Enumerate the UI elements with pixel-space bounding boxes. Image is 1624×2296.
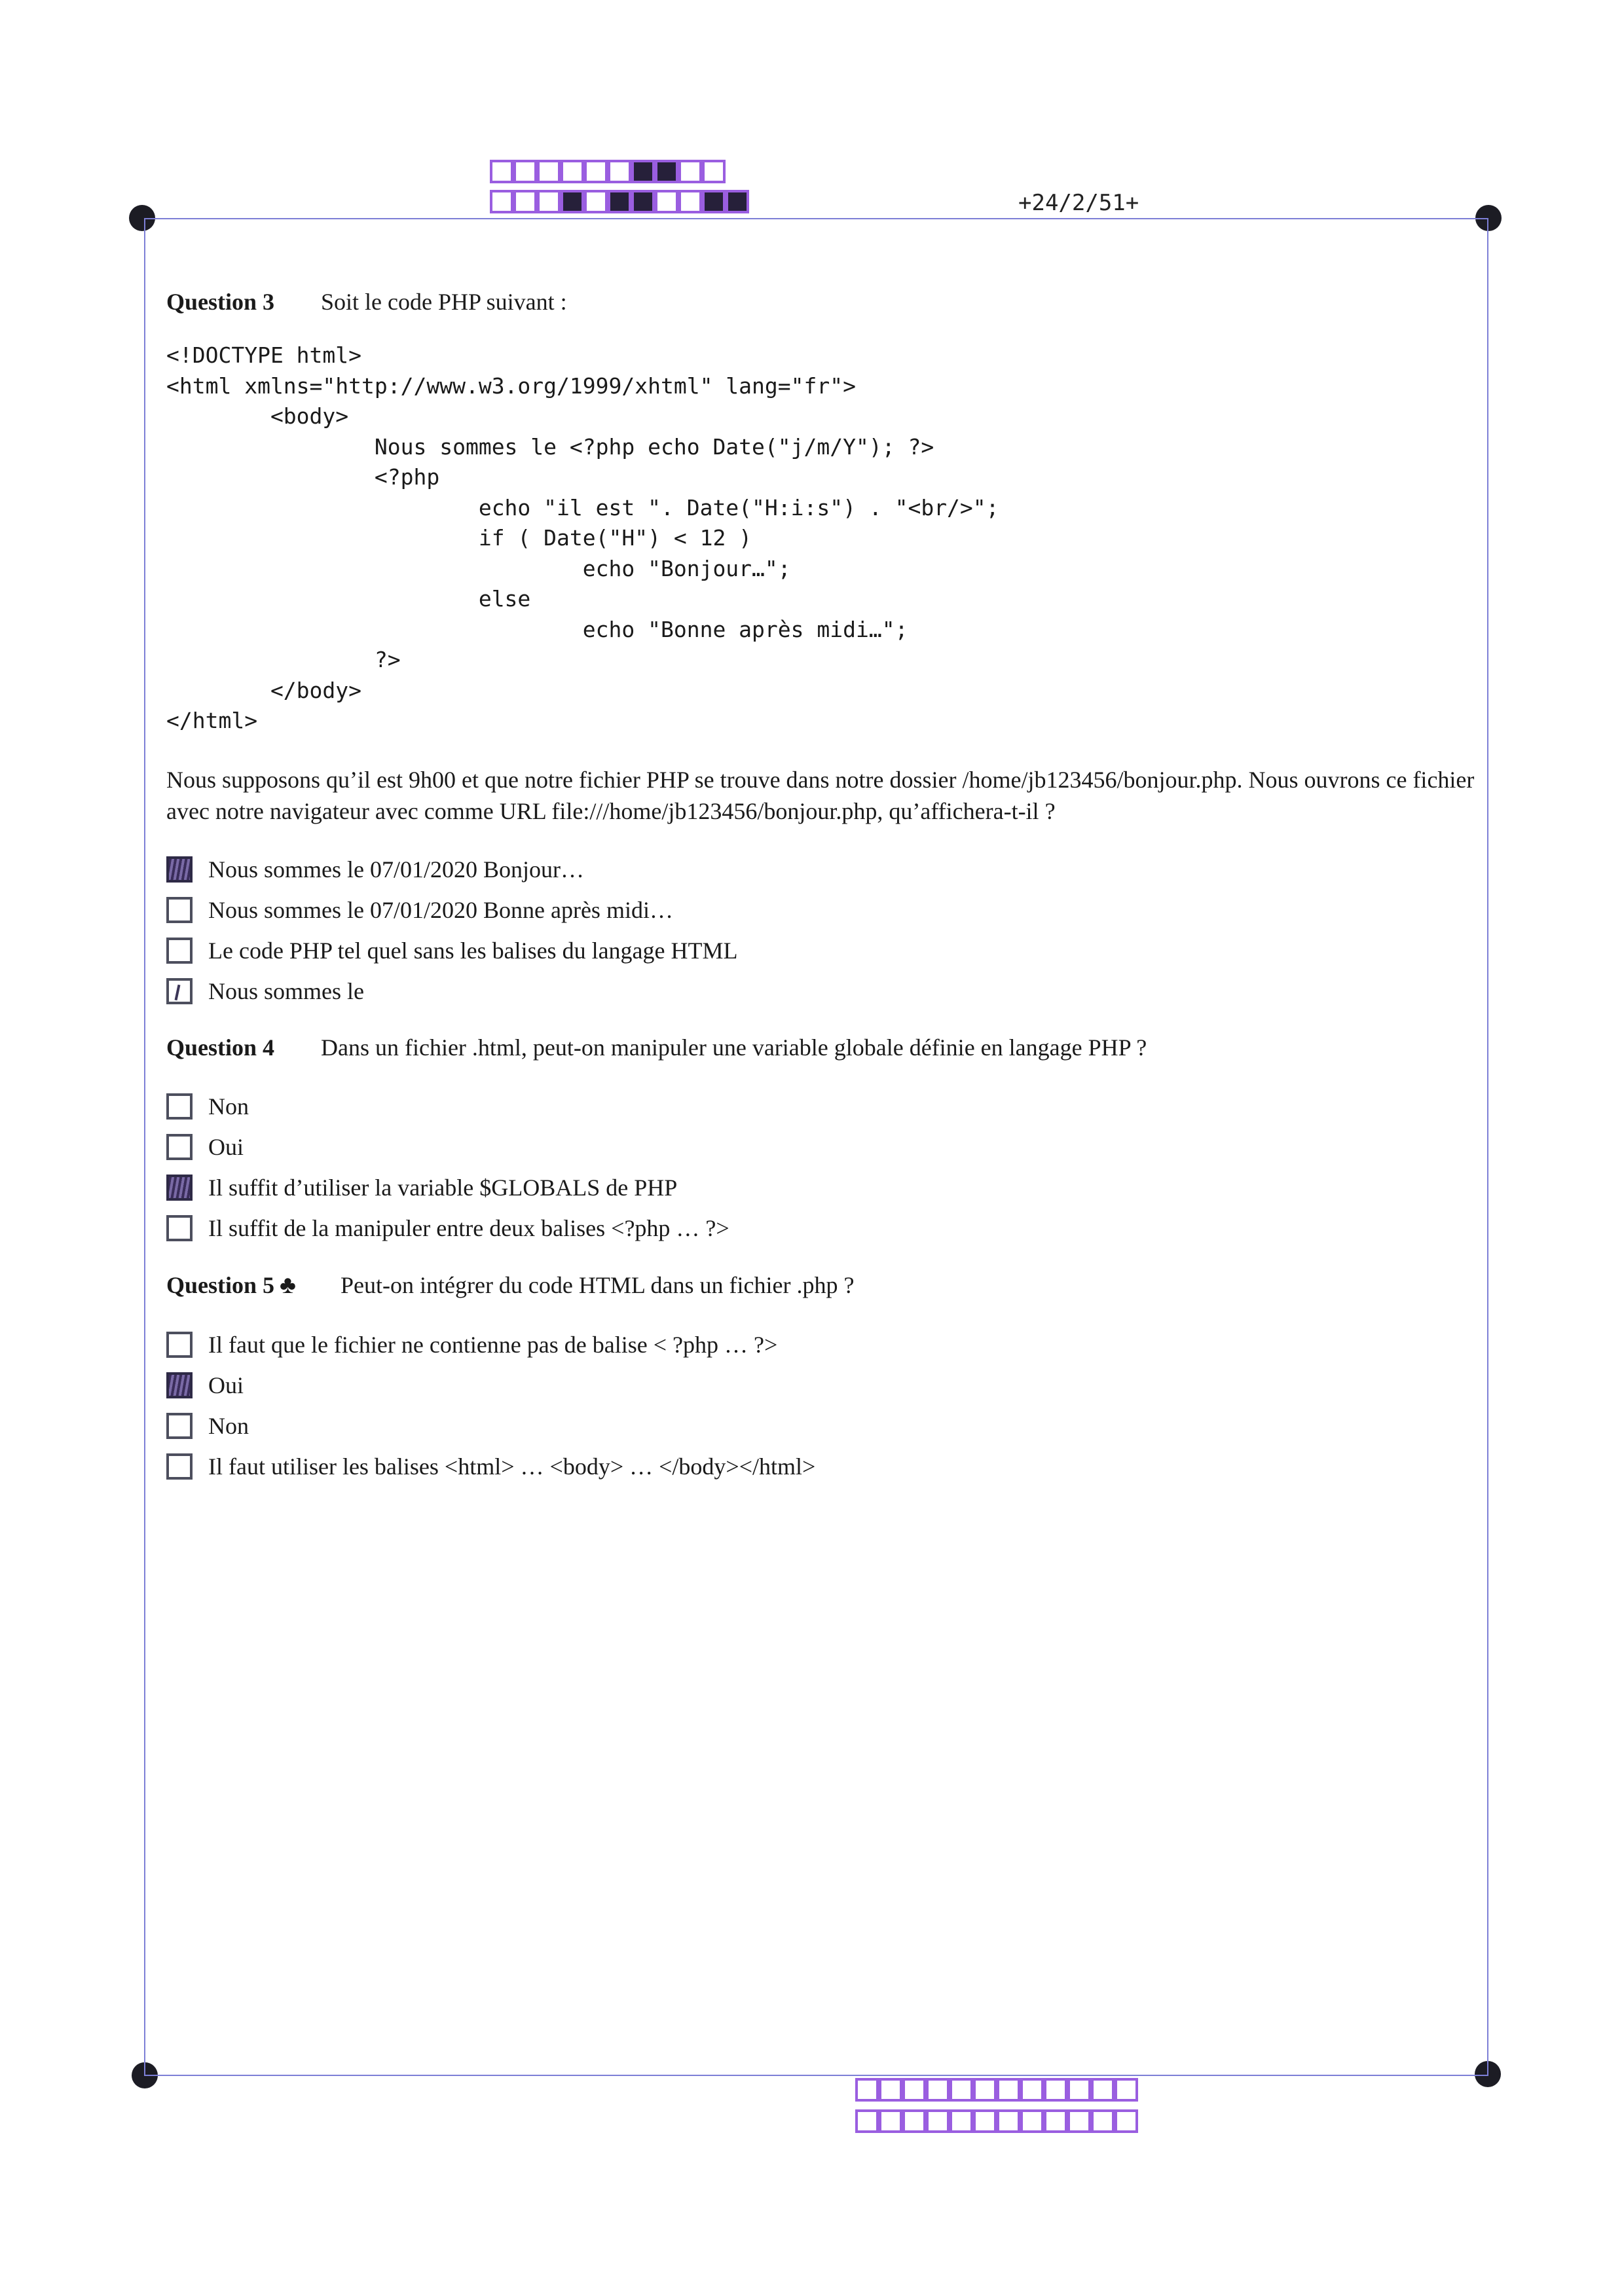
code-cell [561,160,584,183]
code-cell [950,2109,973,2133]
code-cell [1020,2078,1044,2102]
code-cell [726,190,749,213]
answer-option[interactable] [166,1365,1476,1406]
answer-option[interactable] [166,1167,1476,1208]
answer-label: Nous sommes le 07/01/2020 Bonne après midi… [208,896,673,923]
question-label: Question 4 [166,1034,275,1061]
answer-label: Il suffit de la manipuler entre deux balises <?php … ?> [208,1214,729,1241]
answer-checkbox[interactable] [166,1175,193,1201]
question-4 [166,1034,1476,1248]
code-cell [1067,2109,1091,2133]
answer-option[interactable] [166,971,1476,1011]
answer-options [166,849,1476,1011]
code-row-top-1 [490,160,726,183]
answer-checkbox[interactable] [166,856,193,883]
answer-checkbox[interactable] [166,1372,193,1398]
code-cell [855,2109,879,2133]
question-label [166,1271,341,1300]
code-cell [973,2109,997,2133]
question-5 [166,1271,1476,1487]
code-row-bottom-2 [855,2109,1138,2133]
code-cell [902,2109,926,2133]
answer-options [166,1324,1476,1487]
code-cell [902,2078,926,2102]
code-cell [1044,2109,1067,2133]
answer-label: Il faut que le fichier ne contienne pas de balise < ?php … ?> [208,1331,778,1358]
code-cell [950,2078,973,2102]
question-header [166,1034,1476,1061]
code-cell [973,2078,997,2102]
answer-option[interactable] [166,849,1476,890]
answer-option[interactable] [166,1208,1476,1248]
code-cell [997,2109,1020,2133]
code-cell [490,160,513,183]
code-cell [537,190,561,213]
code-cell [702,190,726,213]
code-cell [997,2078,1020,2102]
answer-option[interactable] [166,1324,1476,1365]
code-cell [513,190,537,213]
question-context: Nous supposons qu’il est 9h00 et que notre fichier PHP se trouve dans notre dossier /home/jb123456/bonjour.php. Nous ouvrons ce fichier avec notre navigateur avec comme URL file:///home/jb123456/bonjour.php, qu’affichera-t-il ? [166,766,1475,824]
answer-checkbox[interactable] [166,1093,193,1120]
answer-option[interactable] [166,1446,1476,1487]
answer-label: Le code PHP tel quel sans les balises du langage HTML [208,937,738,964]
code-cell [1115,2078,1138,2102]
answer-label: Nous sommes le [208,977,364,1004]
answer-option[interactable] [166,1406,1476,1446]
code-cell [561,190,584,213]
answer-option[interactable] [166,890,1476,930]
code-cell [1044,2078,1067,2102]
code-cell [1020,2109,1044,2133]
question-prompt: Peut-on intégrer du code HTML dans un fichier .php ? [341,1271,855,1298]
code-cell [584,190,608,213]
code-cell [608,190,631,213]
code-cell [879,2109,902,2133]
code-cell [926,2078,950,2102]
answer-checkbox[interactable] [166,978,193,1004]
code-cell [584,160,608,183]
answer-label: Nous sommes le 07/01/2020 Bonjour… [208,856,584,883]
code-cell [490,190,513,213]
answer-label: Non [208,1093,249,1120]
question-header [166,1271,1476,1300]
answer-options [166,1086,1476,1248]
answer-label: Il faut utiliser les balises <html> … <body> … </body></html> [208,1453,816,1480]
answer-checkbox[interactable] [166,897,193,923]
answer-checkbox[interactable] [166,1215,193,1241]
answer-label: Oui [208,1133,244,1160]
answer-checkbox[interactable] [166,938,193,964]
code-cell [1091,2109,1115,2133]
code-cell [631,190,655,213]
exam-content [166,288,1476,1509]
question-prompt: Soit le code PHP suivant : [321,289,567,315]
question-header [166,288,1476,316]
code-cell [855,2078,879,2102]
answer-label: Oui [208,1372,244,1398]
club-icon: ♣ [280,1271,296,1299]
code-cell [926,2109,950,2133]
page-id: +24/2/51+ [1018,190,1139,216]
code-cell [879,2078,902,2102]
code-cell [608,160,631,183]
question-prompt: Dans un fichier .html, peut-on manipuler une variable globale définie en langage PHP ? [321,1034,1147,1061]
answer-label: Non [208,1412,249,1439]
code-cell [1091,2078,1115,2102]
code-cell [678,160,702,183]
answer-label: Il suffit d’utiliser la variable $GLOBALS de PHP [208,1174,678,1201]
code-cell [537,160,561,183]
code-cell [678,190,702,213]
answer-option[interactable] [166,1086,1476,1127]
question-3 [166,288,1476,1011]
answer-checkbox[interactable] [166,1332,193,1358]
answer-checkbox[interactable] [166,1453,193,1480]
answer-option[interactable] [166,1127,1476,1167]
question-label: Question 3 [166,289,275,315]
code-cell [1067,2078,1091,2102]
answer-option[interactable] [166,930,1476,971]
code-cell [702,160,726,183]
php-code-block: <!DOCTYPE html> <html xmlns="http://www.w3.org/1999/xhtml" lang="fr"> <body> Nous sommes le <?php echo Date("j/m/Y"); ?> <?php echo "il est ". Date("H:i:s") . "<br/>"; if ( Date("H") < 12 ) echo "Bonjour…"; else echo "Bonne après midi…"; ?> </body> </html> [166,342,999,733]
code-cell [655,190,678,213]
code-cell [1115,2109,1138,2133]
answer-checkbox[interactable] [166,1134,193,1160]
code-cell [655,160,678,183]
code-cell [631,160,655,183]
code-row-bottom-1 [855,2078,1138,2102]
answer-checkbox[interactable] [166,1413,193,1439]
code-row-top-2 [490,190,749,213]
question-label-text: Question 5 [166,1271,275,1298]
code-cell [513,160,537,183]
